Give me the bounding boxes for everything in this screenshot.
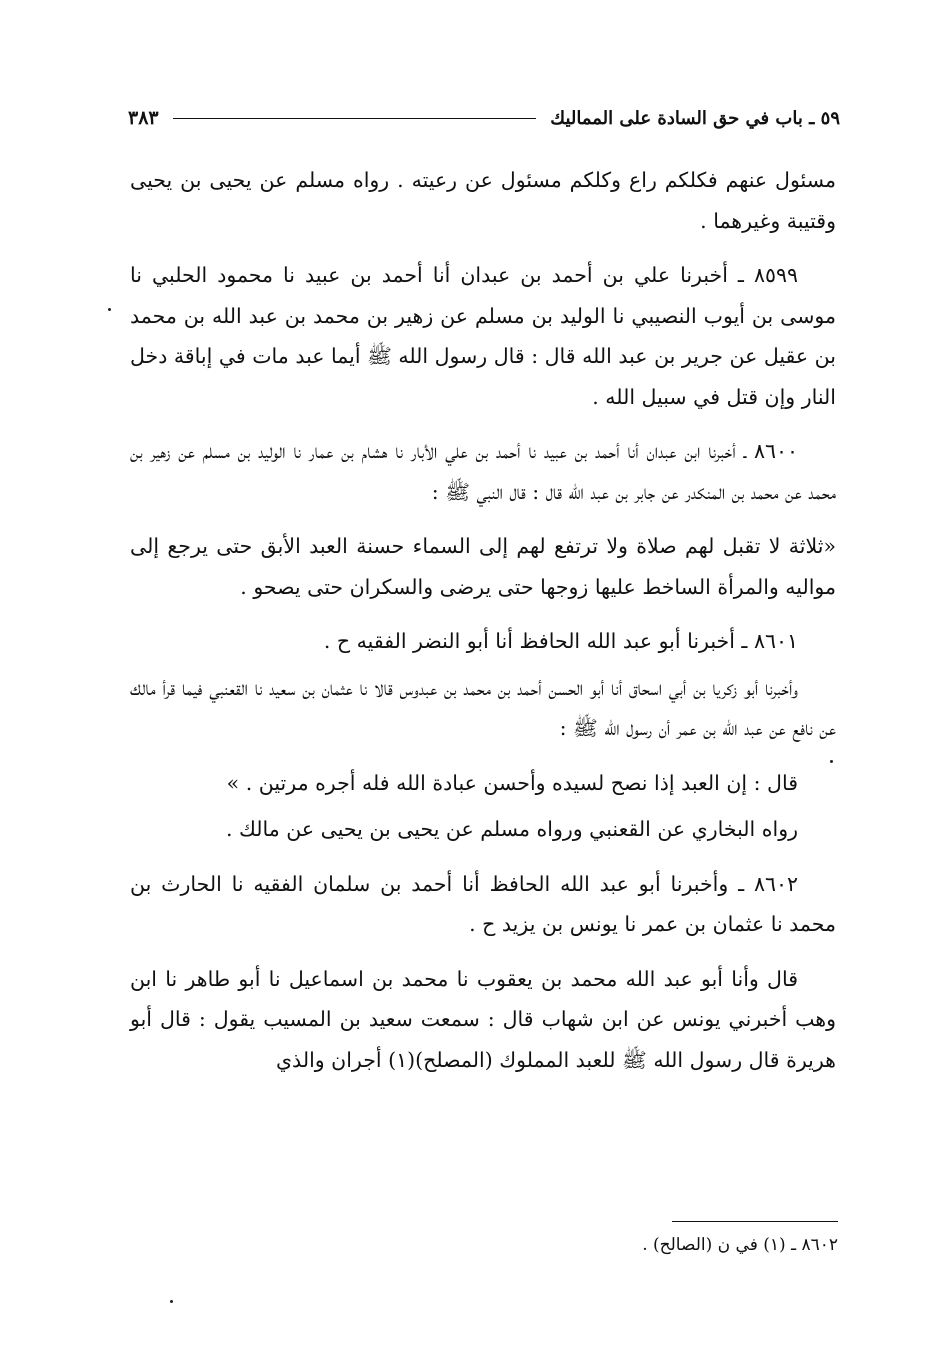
- header-rule: [173, 118, 537, 119]
- paragraph-continuation: مسئول عنهم فكلكم راع وكلكم مسئول عن رعيته . رواه مسلم عن يحيى بن يحيى وقتيبة وغيرهما .: [130, 168, 836, 233]
- scan-speck: [830, 760, 833, 763]
- hadith-8599: ٨٥٩٩ ـ أخبرنا علي بن أحمد بن عبدان أنا أحمد بن عبيد نا محمود الحلبي نا موسى بن أيوب النصيبي نا الوليد بن مسلم عن زهير بن محمد بن عبد الله بن محمد بن عقيل عن جرير بن عبد الله قال : قال رسول الله ﷺ أيما عبد مات في إباقة دخل النار وإن قتل في سبيل الله .: [130, 263, 836, 409]
- hadith-8600: ٨٦٠٠ ـ أخبرنا ابن عبدان أنا أحمد بن عبيد نا أحمد بن علي الأبار نا هشام بن عمار نا الوليد بن مسلم عن زهير بن محمد عن محمد بن المنكدر عن جابر بن عبد الله قال : قال النبي ﷺ :: [130, 439, 836, 504]
- hadith-8602: ٨٦٠٢ ـ وأخبرنا أبو عبد الله الحافظ أنا أحمد بن سلمان الفقيه نا الحارث بن محمد نا عثمان بن عمر نا يونس بن يزيد ح .: [130, 871, 836, 936]
- scan-speck: [170, 1300, 173, 1303]
- hadith-8601-narration: رواه البخاري عن القعنبي ورواه مسلم عن يحيى بن يحيى عن مالك .: [226, 817, 798, 841]
- hadith-8601: ٨٦٠١ ـ أخبرنا أبو عبد الله الحافظ أنا أبو النضر الفقيه ح .: [323, 629, 798, 653]
- footnote: ٨٦٠٢ ـ (١) في ن (الصالح) .: [642, 1235, 838, 1255]
- body-text: [130, 160, 836, 1094]
- hadith-8600-text: «ثلاثة لا تقبل لهم صلاة ولا ترتفع لهم إلى السماء حسنة العبد الأبق حتى يرجع إلى مواليه والمرأة الساخط عليها زوجها حتى يرضى والسكران حتى يصحو .: [130, 534, 836, 599]
- chapter-title: ٥٩ ـ باب في حق السادة على المماليك: [550, 107, 840, 129]
- hadith-8601-chain: وأخبرنا أبو زكريا بن أبي اسحاق أنا أبو الحسن أحمد بن محمد بن عبدوس قالا نا عثمان بن سعيد نا القعنبي فيما قرأ مالك عن نافع عن عبد الله بن عمر أن رسول الله ﷺ :: [130, 675, 836, 740]
- page-header: [128, 98, 840, 138]
- hadith-8601-text: قال : إن العبد إذا نصح لسيده وأحسن عبادة الله فله أجره مرتين . »: [226, 770, 798, 795]
- footnote-rule: [672, 1221, 838, 1222]
- hadith-8602-chain: قال وأنا أبو عبد الله محمد بن يعقوب نا محمد بن اسماعيل نا أبو طاهر نا ابن وهب أخبرني يونس عن ابن شهاب قال : سمعت سعيد بن المسيب يقول : قال أبو هريرة قال رسول الله ﷺ للعبد المملوك (المصلح)(١) أجران والذي: [130, 966, 836, 1072]
- page-number: ٣٨٣: [128, 107, 159, 129]
- scan-speck: [108, 308, 111, 311]
